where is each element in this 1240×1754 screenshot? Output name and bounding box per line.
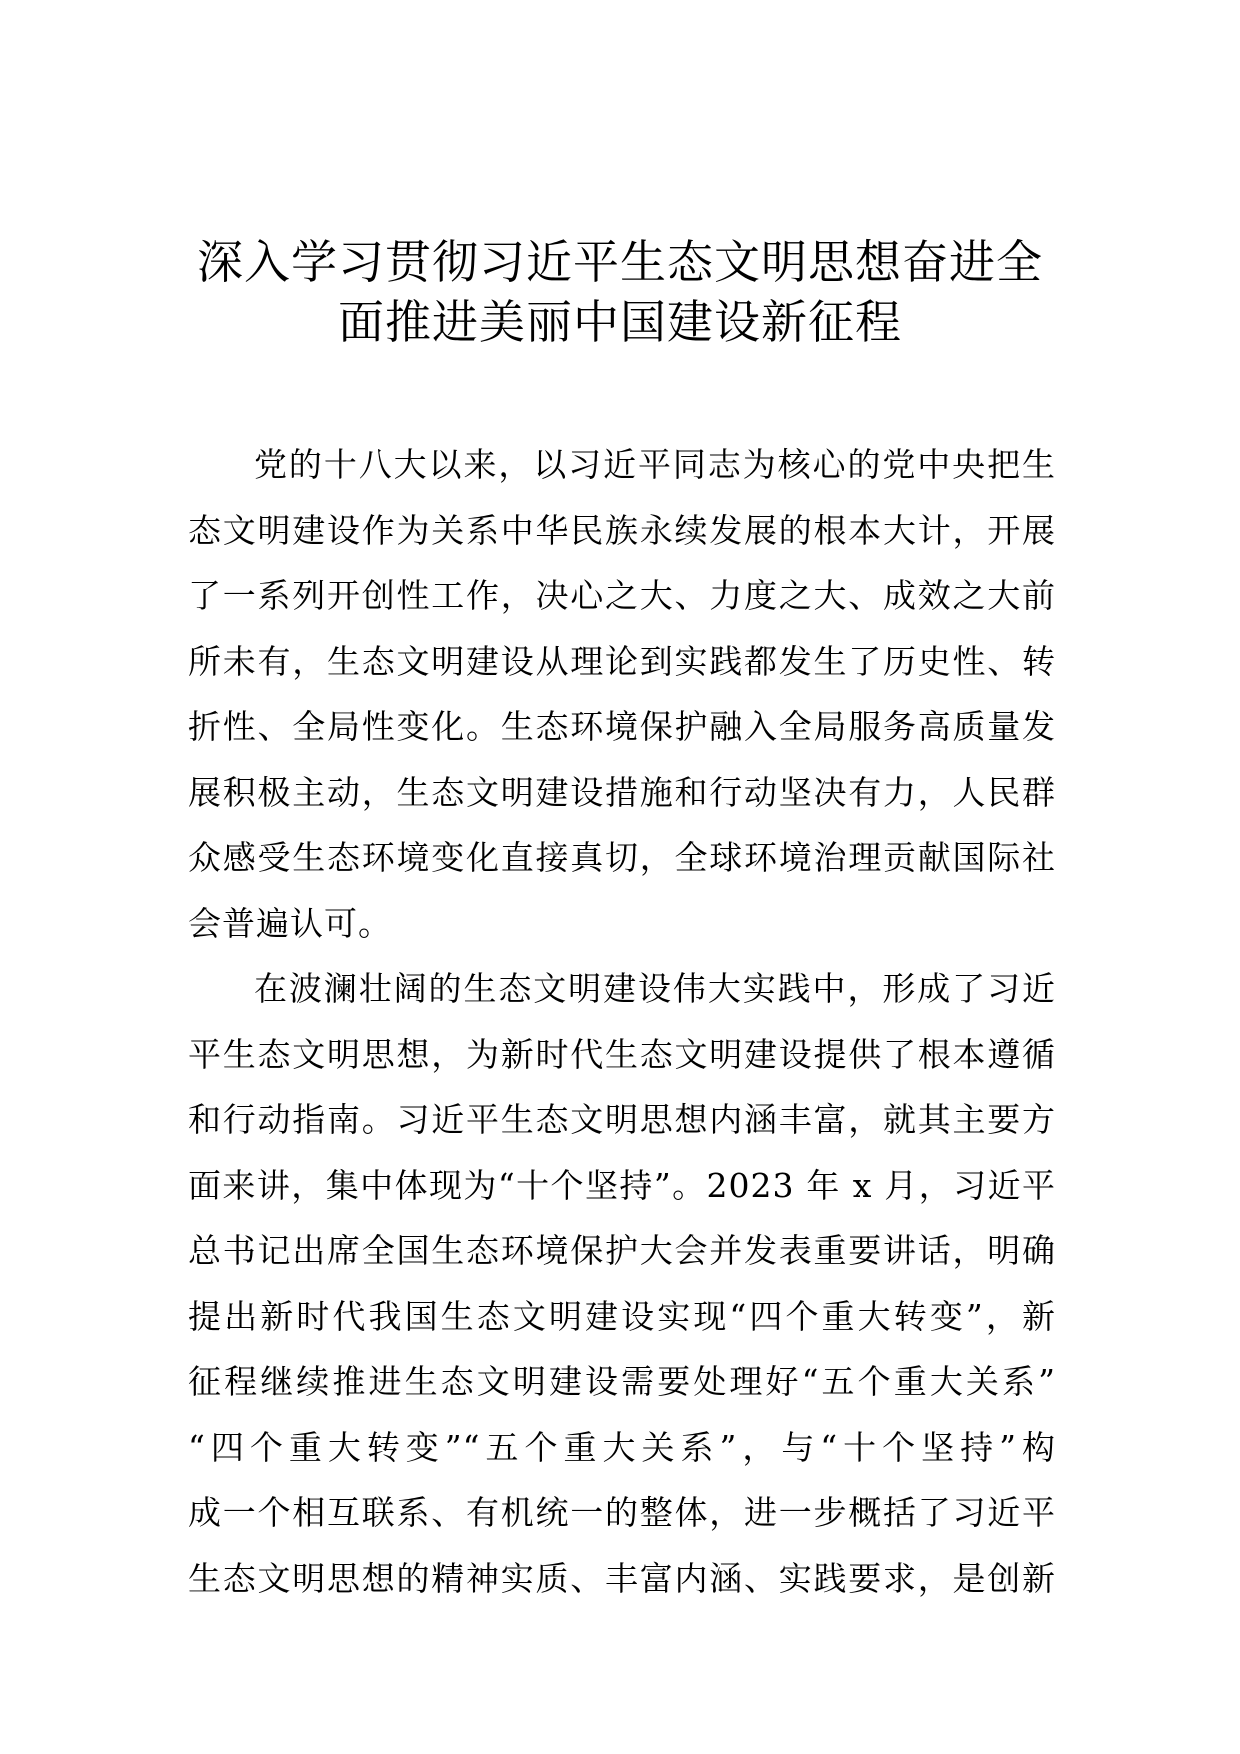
title-line: 面推进美丽中国建设新征程 <box>338 295 902 349</box>
paragraph-1 <box>188 432 1056 956</box>
paragraph-line: 展积极主动，生态文明建设措施和行动坚决有力，人民群 <box>188 772 1056 812</box>
paragraph-line: 成一个相互联系、有机统一的整体，进一步概括了习近平 <box>188 1493 1056 1532</box>
paragraph-line: 和行动指南。习近平生态文明思想内涵丰富，就其主要方 <box>188 1100 1056 1139</box>
paragraph-line: 党的十八大以来，以习近平同志为核心的党中央把生 <box>254 445 1056 484</box>
document-title <box>150 232 1090 352</box>
paragraph-line: 生态文明思想的精神实质、丰富内涵、实践要求，是创新 <box>188 1558 1056 1598</box>
paragraph-line: 众感受生态环境变化直接真切，全球环境治理贡献国际社 <box>188 838 1056 877</box>
document-body <box>188 432 1056 1611</box>
paragraph-line: 提出新时代我国生态文明建设实现“四个重大转变”，新 <box>188 1296 1056 1336</box>
paragraph-line: 总书记出席全国生态环境保护大会并发表重要讲话，明确 <box>188 1231 1056 1270</box>
paragraph-line: 折性、全局性变化。生态环境保护融入全局服务高质量发 <box>188 707 1056 746</box>
paragraph-line: 了一系列开创性工作，决心之大、力度之大、成效之大前 <box>188 576 1056 615</box>
paragraph-line: 在波澜壮阔的生态文明建设伟大实践中，形成了习近 <box>254 969 1056 1008</box>
title-line: 深入学习贯彻习近平生态文明思想奋进全 <box>197 235 1043 289</box>
paragraph-line: 会普遍认可。 <box>188 903 392 943</box>
paragraph-line: 面来讲，集中体现为“十个坚持”。2023 年 x 月，习近平 <box>188 1165 1056 1205</box>
paragraph-2 <box>188 956 1056 1611</box>
paragraph-line: 征程继续推进生态文明建设需要处理好“五个重大关系” <box>188 1362 1056 1401</box>
paragraph-line: 平生态文明思想，为新时代生态文明建设提供了根本遵循 <box>188 1034 1056 1074</box>
paragraph-line: 所未有，生态文明建设从理论到实践都发生了历史性、转 <box>188 641 1056 681</box>
paragraph-line: “四个重大转变”“五个重大关系”，与“十个坚持”构 <box>188 1427 1056 1467</box>
paragraph-line: 态文明建设作为关系中华民族永续发展的根本大计，开展 <box>188 510 1056 550</box>
